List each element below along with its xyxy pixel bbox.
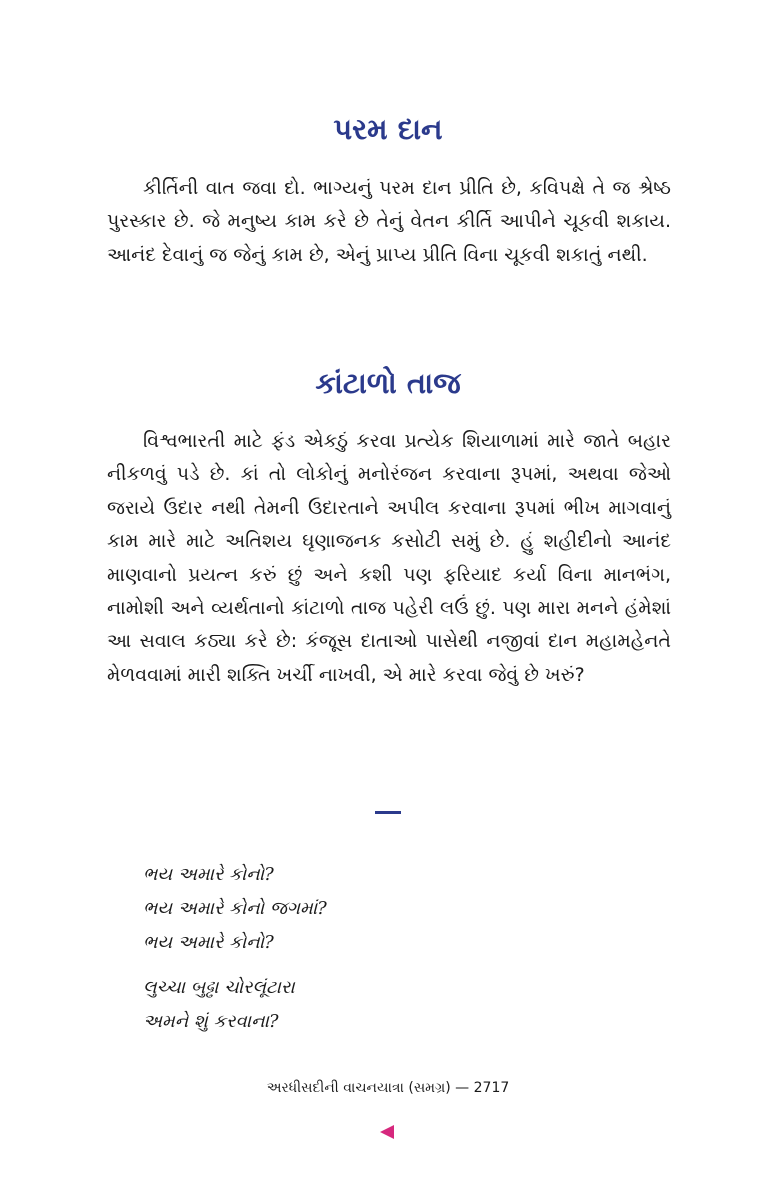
section-divider [375,811,401,814]
previous-page-arrow-icon[interactable] [380,1125,394,1139]
poem-line: અમને શું કરવાના? [143,1011,279,1032]
poem-line: ભય અમારે કોનો જગમાં? [143,898,327,919]
section-title-kantalo-taaj: કાંટાળો તાજ [315,366,461,400]
section-paragraph-kantalo-taaj: વિશ્વભારતી માટે ફંડ એકઠું કરવા પ્રત્યેક શિયાળામાં મારે જાતે બહાર નીકળવું પડે છે. કાં તો લોકોનું મનોરંજન કરવાના રૂપમાં, અથવા જેઓ જરાયે ઉદાર નથી તેમની ઉદારતાને અપીલ કરવાના રૂપમાં ભીખ માગવાનું કામ મારે માટે અતિશય ઘૃણાજનક કસોટી સમું છે. હું શહીદીનો આનંદ માણવાનો પ્રયત્ન કરું છું અને કશી પણ ફરિયાદ કર્યા વિના માનભંગ, નામોશી અને વ્યર્થતાનો કાંટાળો તાજ પહેરી લઉં છું. પણ મારા મનને હંમેશાં આ સવાલ કઠ્યા કરે છે: કંજૂસ દાતાઓ પાસેથી નજીવાં દાન મહામહેનતે મેળવવામાં મારી શક્તિ ખર્ચી નાખવી, એ મારે કરવા જેવું છે ખરું? [107,430,671,686]
poem-line: લુચ્ચા બુઢ્ઢા ચોરલૂંટારા [143,977,295,998]
poem-line: ભય અમારે કોનો? [143,864,274,885]
poem-stanza [143,971,543,1039]
section-title-param-daan: પરમ દાન [333,112,443,146]
section-paragraph-param-daan: કીર્તિની વાત જવા દો. ભાગ્યનું પરમ દાન પ્રીતિ છે, કવિપક્ષે તે જ શ્રેષ્ઠ પુરસ્કાર છે. જે મનુષ્ય કામ કરે છે તેનું વેતન કીર્તિ આપીને ચૂકવી શકાય. આનંદ દેવાનું જ જેનું કામ છે, એનું પ્રાપ્ય પ્રીતિ વિના ચૂકવી શકાતું નથી. [107,177,671,266]
poem-stanza [143,858,543,960]
page-footer: અરધીસદીની વાચનયાત્રા (સમગ્ર) — 2717 [266,1080,510,1096]
poem-line: ભય અમારે કોનો? [143,932,274,953]
